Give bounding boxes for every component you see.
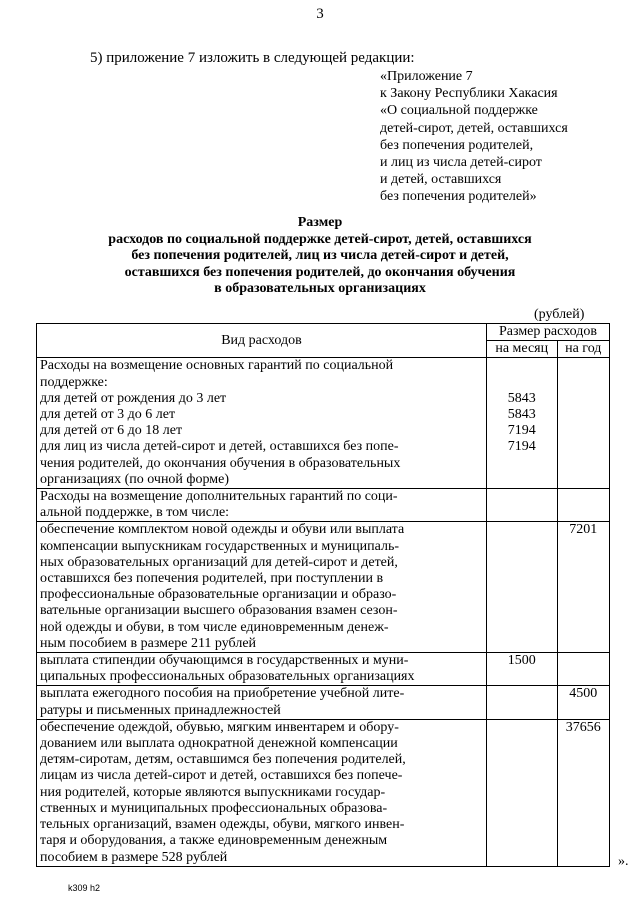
description-line: выплата ежегодного пособия на приобретение учебной лите-	[40, 686, 405, 702]
description-line: ратуры и письменных принадлежностей	[40, 702, 281, 718]
description-line: оставшихся без попечения родителей, при поступлении в	[40, 571, 384, 587]
description-line: ственных и муниципальных профессиональных образова-	[40, 800, 388, 816]
amount-month-cell	[486, 489, 557, 522]
closing-mark: ».	[618, 854, 629, 869]
header-month: на месяц	[486, 341, 557, 358]
description-line: лицам из числа детей-сирот и детей, оставшихся без попече-	[40, 768, 403, 784]
description-line: для детей от рождения до 3 лет	[40, 390, 227, 406]
description-line: вательные организации высшего образования взамен сезон-	[40, 603, 398, 619]
table-row	[37, 489, 610, 522]
description-line: профессиональные образовательные организации и образо-	[40, 587, 397, 603]
description-line: ципальных профессиональных образовательных организациях	[40, 669, 415, 685]
description-line: чения родителей, до окончания обучения в образовательных	[40, 455, 401, 471]
amount-year-cell	[557, 686, 609, 719]
amount-month-value	[490, 375, 554, 391]
appendix-line: «О социальной поддержке	[380, 103, 538, 119]
title-line: без попечения родителей, лиц из числа детей-сирот и детей,	[131, 248, 509, 263]
description-line: детям-сиротам, детям, оставшимся без попечения родителей,	[40, 752, 406, 768]
expenses-table	[36, 323, 610, 867]
description-line: для детей от 3 до 6 лет	[40, 407, 176, 423]
intro-text: 5) приложение 7 изложить в следующей редакции:	[90, 50, 415, 66]
amount-year-value: 7201	[569, 522, 598, 538]
amount-month-cell	[486, 522, 557, 653]
description-line: тельных организаций, взамен одежды, обуви, мягкого инвен-	[40, 817, 405, 833]
expense-description	[37, 653, 487, 686]
amount-year-cell	[557, 489, 609, 522]
title-line: оставшихся без попечения родителей, до окончания обучения	[124, 264, 516, 280]
title-line: Размер	[297, 215, 343, 230]
description-line: компенсации выпускникам государственных и муниципаль-	[40, 538, 400, 554]
amount-month-value	[490, 472, 554, 488]
amount-month-cell	[486, 686, 557, 719]
description-line: ной одежды и обуви, в том числе единовременным денеж-	[40, 619, 389, 635]
amount-month-cell	[486, 653, 557, 686]
description-line: выплата стипендии обучающимся в государственных и муни-	[40, 653, 409, 669]
description-line: поддержке:	[40, 374, 108, 390]
expense-description	[37, 686, 487, 719]
expense-description	[37, 489, 487, 522]
description-line: для детей от 6 до 18 лет	[40, 423, 183, 439]
description-line: Расходы на возмещение дополнительных гарантий по соци-	[40, 489, 398, 505]
amount-year-cell	[557, 522, 609, 653]
appendix-line: без попечения родителей»	[380, 189, 537, 205]
amount-month-value: 7194	[507, 423, 536, 439]
appendix-line: «Приложение 7	[380, 69, 473, 84]
amount-month-value	[490, 456, 554, 472]
amount-year-cell	[557, 719, 609, 866]
amount-month-value: 7194	[507, 439, 536, 455]
title-line: в образовательных организациях	[214, 281, 426, 296]
description-line: обеспечение комплектом новой одежды и обуви или выплата	[40, 522, 405, 538]
appendix-line: и детей, оставшихся	[380, 172, 502, 188]
table-row	[37, 522, 610, 653]
description-line: ным пособием в размере 211 рублей	[40, 635, 257, 651]
appendix-line: без попечения родителей,	[380, 137, 534, 153]
description-line: ния родителей, которые являются выпускниками государ-	[40, 784, 386, 800]
table-row	[37, 653, 610, 686]
description-line: ных образовательных организаций для детей-сирот и детей,	[40, 554, 398, 570]
expense-description	[37, 522, 487, 653]
amount-year-value: 37656	[565, 719, 601, 735]
amount-month-cell	[486, 719, 557, 866]
description-line: для лиц из числа детей-сирот и детей, оставшихся без попе-	[40, 439, 399, 455]
page-number: 3	[316, 6, 324, 22]
header-amount: Размер расходов	[486, 324, 609, 341]
title-line: расходов по социальной поддержке детей-сирот, детей, оставшихся	[108, 231, 532, 247]
table-row	[37, 719, 610, 866]
expense-description	[37, 358, 487, 489]
amount-month-cell	[486, 358, 557, 489]
description-line: организациях (по очной форме)	[40, 471, 230, 487]
table-row	[37, 686, 610, 719]
header-year: на год	[557, 341, 609, 358]
appendix-line: к Закону Республики Хакасия	[380, 86, 558, 102]
appendix-header	[380, 68, 568, 206]
table-row	[37, 358, 610, 489]
amount-year-value: 4500	[569, 686, 598, 702]
unit-note: (рублей)	[534, 307, 585, 322]
description-line: альной поддержке, в том числе:	[40, 505, 230, 521]
description-line: обеспечение одеждой, обувью, мягким инвентарем и обору-	[40, 719, 399, 735]
header-kind: Вид расходов	[37, 324, 487, 358]
description-line: пособием в размере 528 рублей	[40, 849, 228, 865]
amount-month-value: 5843	[507, 406, 536, 422]
expense-description	[37, 719, 487, 866]
amount-month-value	[490, 358, 554, 374]
description-line: таря и оборудования, а также единовременным денежным	[40, 833, 388, 849]
appendix-line: детей-сирот, детей, оставшихся	[380, 120, 568, 136]
document-title	[0, 215, 640, 298]
amount-month-value: 1500	[507, 653, 536, 669]
amount-year-cell	[557, 653, 609, 686]
appendix-line: и лиц из числа детей-сирот	[380, 155, 542, 171]
description-line: Расходы на возмещение основных гарантий по социальной	[40, 358, 394, 374]
description-line: дованием или выплата однократной денежной компенсации	[40, 736, 398, 752]
amount-month-value: 5843	[507, 390, 536, 406]
footer-code: k309 h2	[68, 883, 101, 893]
amount-year-cell	[557, 358, 609, 489]
